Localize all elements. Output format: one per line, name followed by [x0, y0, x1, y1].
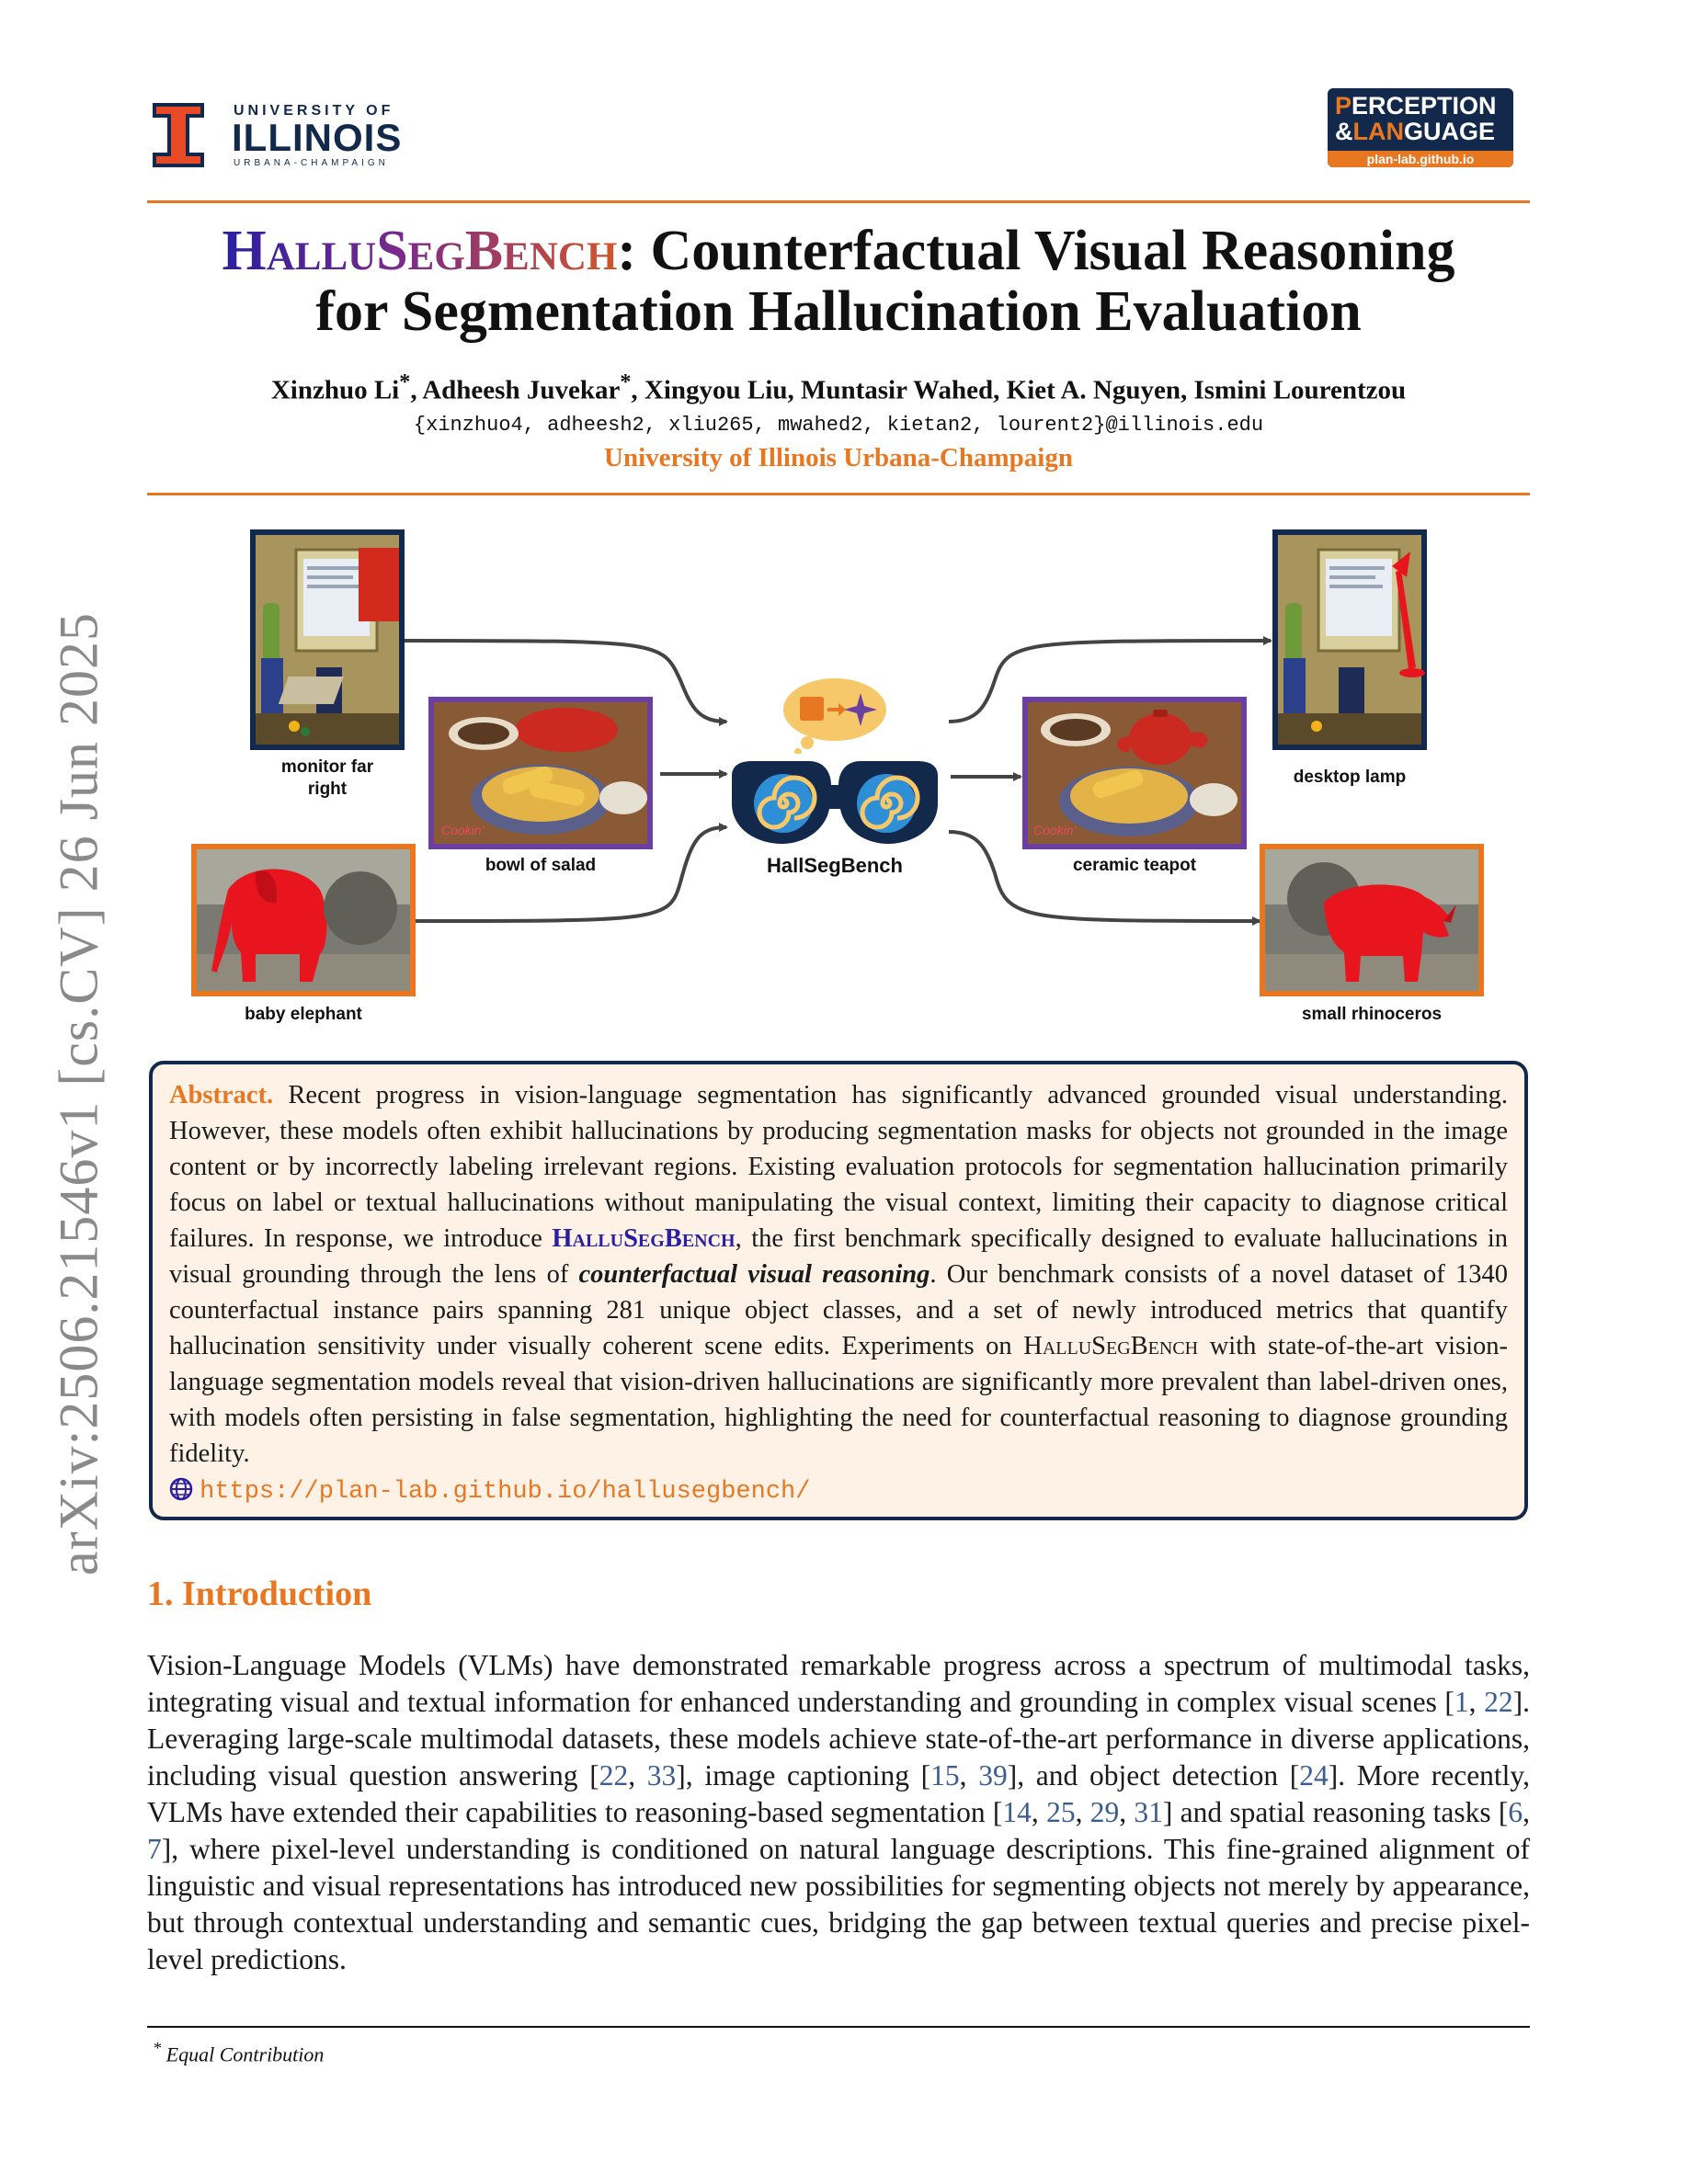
introduction-paragraph: Vision-Language Models (VLMs) have demonstrated remarkable progress across a spectrum of multimodal tasks, integrating visual and textual information for enhanced understanding and grounding in complex visual scenes [1, 22]. Leveraging large-scale multimodal datasets, these models achieve state-of-the-art performance in diverse applications, including visual question answering [22, 33], image captioning [15, 39], and object detection [24]. More recently, VLMs have extended their capabilities to reasoning-based segmentation [14, 25, 29, 31] and spatial reasoning tasks [6, 7], where pixel-level understanding is conditioned on natural language descriptions. This fine-grained alignment of linguistic and visual representations has introduced new possibilities for segmenting objects not merely by appearance, but through contextual understanding and semantic cues, bridging the gap between textual queries and precise pixel-level predictions.	[147, 1649, 1531, 1975]
citation[interactable]: 39	[978, 1759, 1008, 1792]
footnote-rule	[147, 2026, 1530, 2028]
globe-icon	[169, 1477, 193, 1501]
label-monitor-far-right: monitor far right	[280, 757, 374, 799]
svg-text:Cookin': Cookin'	[441, 823, 485, 837]
citation[interactable]: 22	[599, 1759, 629, 1792]
citation[interactable]: 14	[1002, 1796, 1032, 1828]
hallsegbench-glasses-icon	[726, 757, 943, 846]
monitor-original-image	[250, 529, 405, 750]
abstract-emphasis: counterfactual visual reasoning	[578, 1260, 930, 1289]
desktop-lamp-counterfactual-image	[1272, 529, 1427, 750]
plan-logo-line1: PERCEPTION	[1335, 92, 1497, 119]
plan-logo-url: plan-lab.github.io	[1328, 151, 1513, 167]
abstract-brand-name: HalluSegBench	[552, 1224, 736, 1253]
ceramic-teapot-counterfactual-image	[1022, 697, 1247, 849]
citation[interactable]: 25	[1046, 1796, 1076, 1828]
citation[interactable]: 15	[930, 1759, 960, 1792]
logo-text-university-of: UNIVERSITY OF	[234, 103, 394, 119]
salad-original-image	[428, 697, 653, 849]
svg-text:Cookin': Cookin'	[1033, 823, 1077, 837]
logo-text-urbana-champaign: URBANA-CHAMPAIGN	[234, 158, 389, 168]
affiliation: University of Illinois Urbana-Champaign	[604, 443, 1073, 472]
citation[interactable]: 7	[147, 1833, 162, 1865]
label-hallsegbench: HallSegBench	[767, 854, 903, 877]
project-link[interactable]	[169, 1475, 810, 1504]
small-rhinoceros-counterfactual-image	[1260, 844, 1484, 996]
label-bowl-of-salad: bowl of salad	[485, 856, 597, 875]
citation[interactable]: 1	[1454, 1686, 1469, 1718]
author-list: Xinzhuo Li*, Adheesh Juvekar*, Xingyou Liu, Muntasir Wahed, Kiet A. Nguyen, Ismini Lourentzou	[270, 370, 1407, 405]
abstract-heading: Abstract.	[169, 1081, 274, 1109]
citation[interactable]: 24	[1299, 1759, 1329, 1792]
label-small-rhinoceros: small rhinoceros	[1301, 1005, 1443, 1024]
title-line2: for Segmentation Hallucination Evaluation	[315, 280, 1362, 343]
title-brand-name: HalluSegBench	[222, 220, 618, 282]
elephant-original-image	[191, 844, 416, 996]
reasoning-thought-bubble-icon	[780, 677, 888, 754]
citation[interactable]: 29	[1089, 1796, 1120, 1828]
citation[interactable]: 31	[1134, 1796, 1163, 1828]
project-url[interactable]: https://plan-lab.github.io/hallusegbench/	[200, 1478, 811, 1506]
section-heading-introduction: 1. Introduction	[147, 1575, 372, 1613]
citation[interactable]: 33	[646, 1759, 677, 1792]
label-ceramic-teapot: ceramic teapot	[1072, 856, 1197, 875]
logo-text-illinois: ILLINOIS	[232, 116, 403, 159]
author-emails: {xinzhuo4, adheesh2, xliu265, mwahed2, kietan2, lourent2}@illinois.edu	[413, 414, 1264, 437]
title-rest-line1: : Counterfactual Visual Reasoning	[617, 220, 1455, 282]
plan-logo-line2: &LANGUAGE	[1335, 118, 1496, 145]
citation[interactable]: 22	[1484, 1686, 1513, 1718]
footnote-equal-contribution: * Equal Contribution	[153, 2039, 325, 2066]
label-baby-elephant: baby elephant	[245, 1005, 362, 1024]
abstract-box: Abstract. Recent progress in vision-language segmentation has significantly advanced grounded visual understanding. However, these models often exhibit hallucinations by producing segmentation masks for objects not grounded in the image content or by incorrectly labeling irrelevant regions. Existing evaluation protocols for segmentation hallucination primarily focus on label or textual hallucinations without manipulating the visual context, limiting their capacity to diagnose critical failures. In response, we introduce HalluSegBench, the first benchmark specifically designed to evaluate hallucinations in visual grounding through the lens of counterfactual visual reasoning. Our benchmark consists of a novel dataset of 1340 counterfactual instance pairs spanning 281 unique object classes, and a set of newly introduced metrics that quantify hallucination sensitivity under visually coherent scene edits. Experiments on HalluSegBench with state-of-the-art vision-language segmentation models reveal that vision-driven hallucinations are significantly more prevalent than label-driven ones, with models often persisting in false segmentation, highlighting the need for counterfactual reasoning to diagnose grounding fidelity. https://plan-lab.github.io/hallusegbench/	[149, 1061, 1528, 1520]
label-desktop-lamp: desktop lamp	[1293, 768, 1407, 787]
arxiv-identifier-stamp: arXiv:2506.21546v1 [cs.CV] 26 Jun 2025	[48, 612, 109, 1575]
citation[interactable]: 6	[1508, 1796, 1523, 1828]
